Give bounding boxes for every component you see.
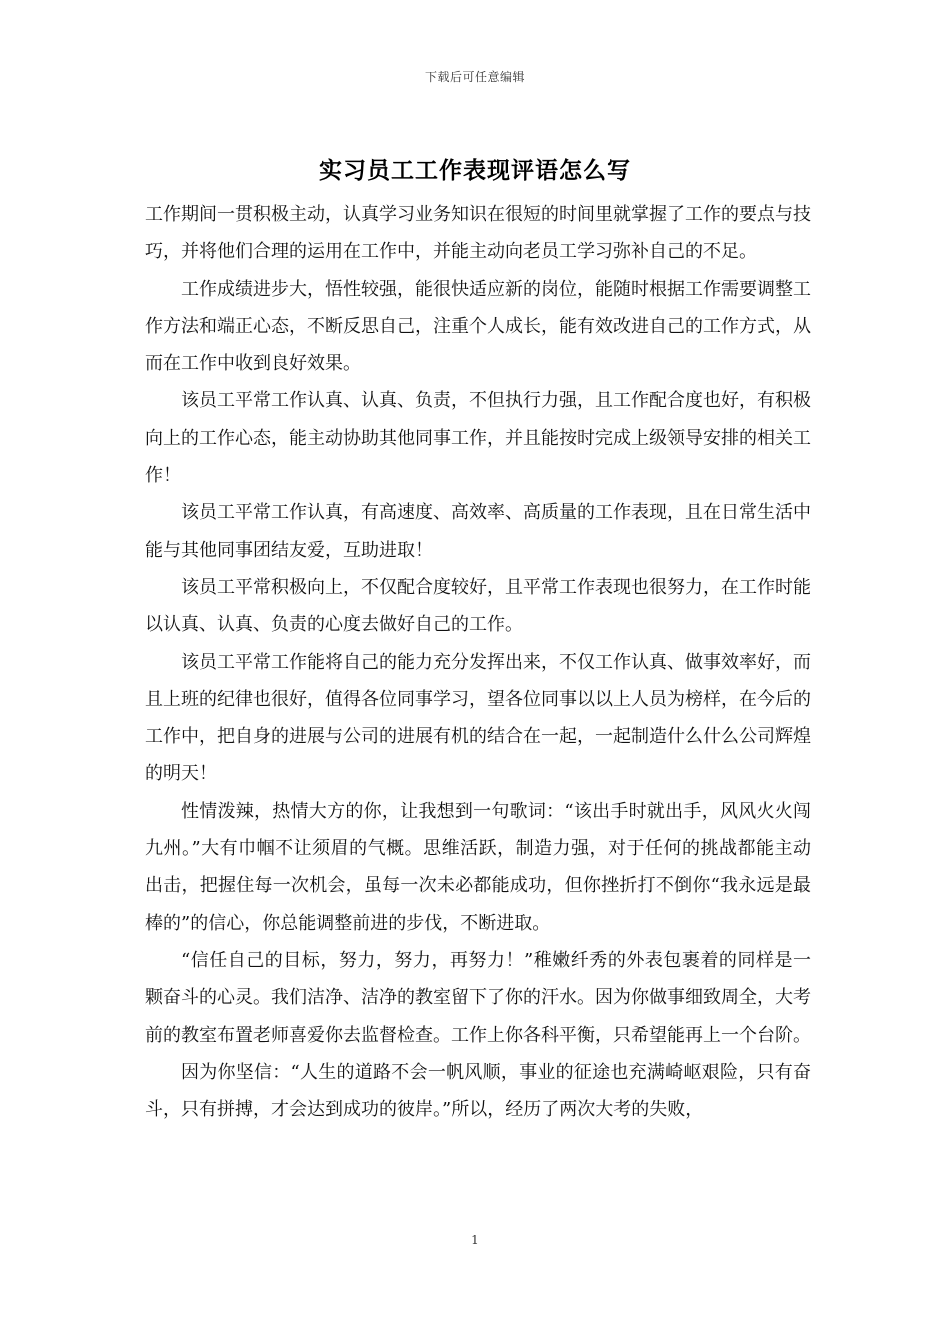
page-header-note: 下载后可任意编辑 — [424, 70, 525, 84]
page-number: 1 — [471, 1233, 479, 1247]
body-paragraph: 因为你坚信：“人生的道路不会一帆风顺，事业的征途也充满崎岖艰险，只有奋斗，只有拼搏，才会达到成功的彼岸。”所以，经历了两次大考的失败， — [145, 1061, 811, 1121]
body-paragraph: “信任自己的目标，努力，努力，再努力！”稚嫩纤秀的外表包裹着的同样是一颗奋斗的心灵。我们洁净、洁净的教室留下了你的汗水。因为你做事细致周全，大考前的教室布置老师喜爱你去监督检查。工作上你各科平衡，只希望能再上一个台阶。 — [145, 949, 811, 1046]
body-paragraph: 工作期间一贯积极主动，认真学习业务知识在很短的时间里就掌握了工作的要点与技巧，并将他们合理的运用在工作中，并能主动向老员工学习弥补自己的不足。 — [145, 204, 811, 263]
body-paragraph: 该员工平常积极向上，不仅配合度较好，且平常工作表现也很努力，在工作时能以认真、认真、负责的心度去做好自己的工作。 — [145, 576, 811, 636]
document-body — [145, 196, 811, 1128]
document-title: 实习员工工作表现评语怎么写 — [319, 157, 631, 184]
body-paragraph: 该员工平常工作能将自己的能力充分发挥出来，不仅工作认真、做事效率好，而且上班的纪律也很好，值得各位同事学习，望各位同事以以上人员为榜样，在今后的工作中，把自身的进展与公司的进展有机的结合在一起，一起制造什么什么公司辉煌的明天！ — [145, 651, 811, 785]
body-paragraph: 该员工平常工作认真、认真、负责，不但执行力强，且工作配合度也好，有积极向上的工作心态，能主动协助其他同事工作，并且能按时完成上级领导安排的相关工作！ — [145, 390, 811, 487]
body-paragraph: 该员工平常工作认真，有高速度、高效率、高质量的工作表现，且在日常生活中能与其他同事团结友爱，互助进取！ — [145, 502, 811, 561]
body-paragraph: 性情泼辣，热情大方的你，让我想到一句歌词：“该出手时就出手，风风火火闯九州。”大有巾帼不让须眉的气概。思维活跃，制造力强，对于任何的挑战都能主动出击，把握住每一次机会，虽每一次未必都能成功，但你挫折打不倒你“我永远是最棒的”的信心，你总能调整前进的步伐，不断进取。 — [145, 800, 811, 934]
body-paragraph: 工作成绩进步大，悟性较强，能很快适应新的岗位，能随时根据工作需要调整工作方法和端正心态，不断反思自己，注重个人成长，能有效改进自己的工作方式，从而在工作中收到良好效果。 — [145, 278, 811, 375]
